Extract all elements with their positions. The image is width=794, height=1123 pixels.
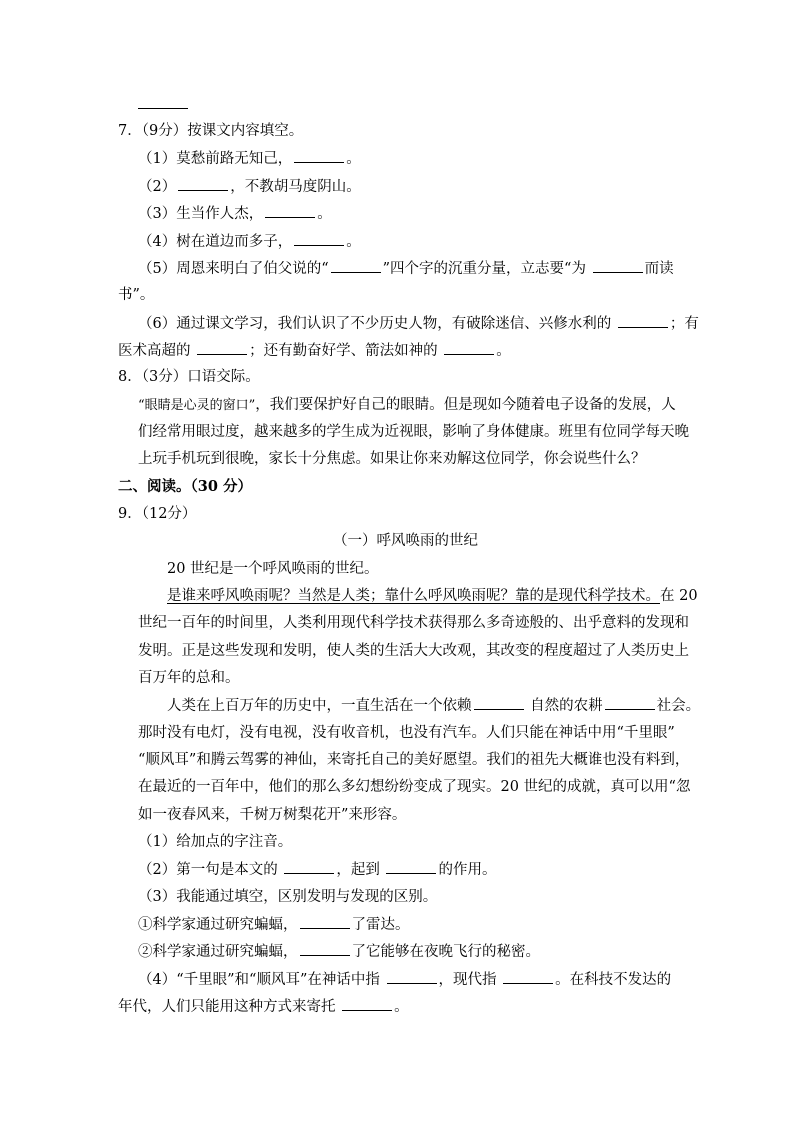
passage-paragraph-3-line-2: 那时没有电灯，没有电视，没有收音机，也没有汽车。人们只能在神话中用“千里眼” xyxy=(138,725,675,741)
section-heading: 二、阅读。（30 分） xyxy=(118,478,252,495)
q9-sub-1: （1）给加点的字注音。 xyxy=(138,834,293,850)
passage-paragraph-3-line-3: “顺风耳”和腾云驾雾的神仙，来寄托自己的美好愿望。我们的祖先大概谁也没有料到， xyxy=(138,752,690,768)
q7-item-5: （5）周恩来明白了伯父说的“ ”四个字的沉重分量，立志要“为 而读 xyxy=(138,258,673,279)
q7-item-4: （4）树在道边而多子， 。 xyxy=(138,231,673,252)
q7-item-6-cont: 医术高超的 ；还有勤奋好学、箭法如神的 。 xyxy=(118,340,688,361)
underlined-sentence: 是谁来呼风唤雨呢？当然是人类；靠什么呼风唤雨呢？靠的是现代科学技术。 xyxy=(167,588,660,604)
q8-text-line-1: “眼睛是心灵的窗口”，我们要保护好自己的眼睛。但是现如今随着电子设备的发展，人 xyxy=(138,397,676,413)
q9-sub-3-item-1: ①科学家通过研究蝙蝠， 了雷达。 xyxy=(138,914,673,935)
q7-item-3: （3）生当作人杰， 。 xyxy=(138,203,673,224)
q7-item-1: （1）莫愁前路无知己， 。 xyxy=(138,148,673,169)
passage-paragraph-2-line-2: 世纪一百年的时间里，人类利用现代科学技术获得那么多奇迹般的、出乎意料的发现和 xyxy=(138,615,689,631)
q8-quote: “眼睛是心灵的窗口” xyxy=(138,398,256,413)
answer-blank xyxy=(300,914,350,929)
answer-blank xyxy=(265,203,315,218)
q7-item-5-cont: 书”。 xyxy=(118,287,155,303)
answer-blank xyxy=(300,941,350,956)
answer-blank xyxy=(294,231,344,246)
q9-sub-2: （2）第一句是本文的 ，起到 的作用。 xyxy=(138,859,673,880)
q9-sub-4-cont: 年代，人们只能用这种方式来寄托 。 xyxy=(118,996,688,1017)
answer-blank xyxy=(386,859,436,874)
q7-item-6: （6）通过课文学习，我们认识了不少历史人物，有破除迷信、兴修水利的 ；有 xyxy=(138,313,673,334)
q8-text-line-3: 上玩手机玩到很晚，家长十分焦虑。如果让你来劝解这位同学，你会说些什么？ xyxy=(138,451,646,467)
q8-text-line-2: 们经常用眼过度，越来越多的学生成为近视眼，影响了身体健康。班里有位同学每天晚 xyxy=(138,424,689,440)
question-9-heading: 9．（12分） xyxy=(118,506,197,522)
answer-blank xyxy=(387,969,437,984)
answer-blank xyxy=(342,996,392,1011)
q9-sub-4: （4）“千里眼”和“顺风耳”在神话中指 ，现代指 。在科技不发达的 xyxy=(138,969,673,990)
passage-paragraph-2-line-1: 是谁来呼风唤雨呢？当然是人类；靠什么呼风唤雨呢？靠的是现代科学技术。在 20 xyxy=(167,588,698,604)
answer-blank xyxy=(605,695,655,710)
q7-item-2: （2） ，不教胡马度阴山。 xyxy=(138,176,673,197)
question-8-heading: 8．（3分）口语交际。 xyxy=(118,369,260,385)
passage-paragraph-3-line-1: 人类在上百万年的历史中，一直生活在一个依赖 自然的农耕 社会。 xyxy=(167,695,677,716)
passage-title: （一）呼风唤雨的世纪 xyxy=(333,533,478,549)
q9-sub-3: （3）我能通过填空，区别发明与发现的区别。 xyxy=(138,889,438,905)
question-7-heading: 7．（9分）按课文内容填空。 xyxy=(118,123,304,139)
passage-paragraph-1: 20 世纪是一个呼风唤雨的世纪。 xyxy=(167,561,379,577)
passage-paragraph-3-line-4: 在最近的一百年中，他们的那么多幻想纷纷变成了现实。20 世纪的成就，真可以用“忽 xyxy=(138,779,691,795)
answer-blank xyxy=(331,258,381,273)
answer-blank xyxy=(593,258,643,273)
answer-blank xyxy=(618,313,668,328)
answer-blank xyxy=(197,340,247,355)
answer-blank xyxy=(503,969,553,984)
answer-blank xyxy=(284,859,334,874)
answer-blank xyxy=(444,340,494,355)
answer-blank xyxy=(474,695,524,710)
answer-blank xyxy=(138,108,188,109)
q9-sub-3-item-2: ②科学家通过研究蝙蝠， 了它能够在夜晚飞行的秘密。 xyxy=(138,941,673,962)
passage-paragraph-3-line-5: 如一夜春风来，千树万树梨花开”来形容。 xyxy=(138,807,407,823)
passage-paragraph-2-line-4: 百万年的总和。 xyxy=(138,670,240,686)
answer-blank xyxy=(178,176,228,191)
passage-paragraph-2-line-3: 发明。正是这些发现和发明，使人类的生活大大改观，其改变的程度超过了人类历史上 xyxy=(138,643,689,659)
answer-blank xyxy=(294,148,344,163)
